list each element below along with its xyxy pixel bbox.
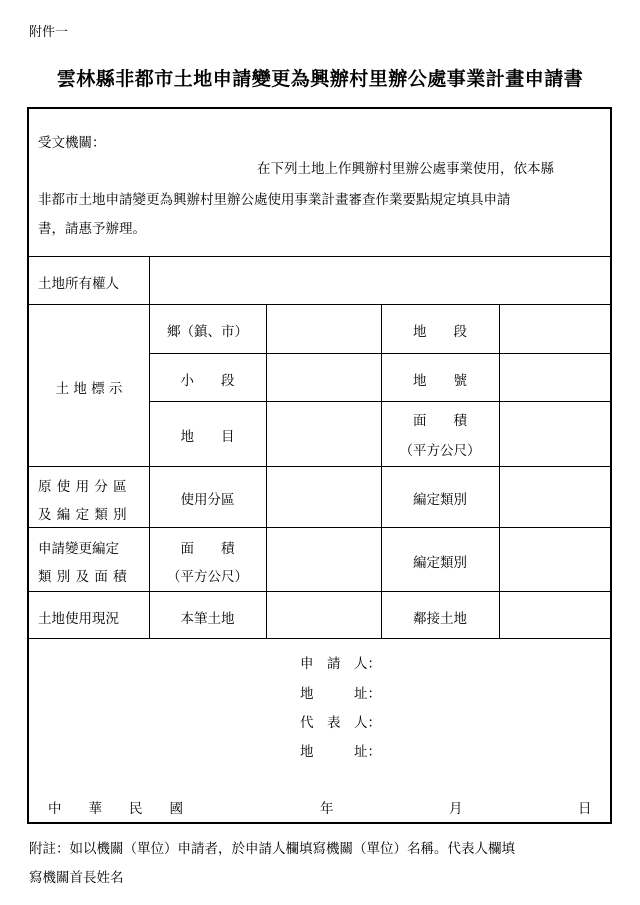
change-label-1: 申請變更編定: [38, 541, 119, 557]
land-category-label: 地 目: [180, 429, 235, 445]
section-label: 地 段: [413, 324, 467, 340]
rule: [149, 401, 610, 402]
footnote-line-1: 附註：如以機關（單位）申請者，於申請人欄填寫機關（單位）名稱。代表人欄填: [29, 841, 515, 857]
rule: [29, 638, 610, 639]
page-title: 雲林縣非都市土地申請變更為興辦村里辦公處事業計畫申請書: [56, 68, 584, 90]
applicant-label: 申 請 人：: [300, 656, 381, 672]
representative-address-label: 地 址：: [300, 744, 381, 760]
zoning-field[interactable]: [270, 470, 377, 523]
date-day-label: 日: [578, 801, 592, 817]
zoning-label: 使用分區: [180, 492, 235, 508]
rule: [381, 304, 382, 638]
area-field[interactable]: [503, 405, 607, 462]
current-use-label: 土地使用現況: [38, 611, 119, 627]
township-field[interactable]: [270, 308, 377, 349]
intro-line-2: 非都市土地申請變更為興辦村里辦公處使用事業計畫審查作業要點規定填具申請: [38, 192, 511, 208]
owner-label: 土地所有權人: [38, 276, 119, 292]
change-classification-field[interactable]: [503, 531, 607, 587]
change-area-unit-label: （平方公尺）: [167, 569, 248, 585]
date-month-label: 月: [449, 801, 463, 817]
area-unit-label: （平方公尺）: [399, 443, 481, 459]
area-label: 面 積: [413, 413, 467, 429]
attachment-label: 附件一: [29, 25, 69, 40]
classification-label: 編定類別: [413, 492, 467, 508]
section-field[interactable]: [503, 308, 607, 349]
change-area-label: 面 積: [180, 541, 235, 557]
intro-line-1: 在下列土地上作興辦村里辦公處事業使用，依本縣: [257, 161, 554, 177]
adjacent-land-field[interactable]: [503, 595, 607, 634]
rule: [29, 304, 610, 305]
original-zoning-label-1: 原 使 用 分 區: [38, 479, 128, 495]
rule: [29, 591, 610, 592]
original-zoning-label-2: 及 編 定 類 別: [38, 507, 128, 523]
representative-label: 代 表 人：: [300, 715, 381, 731]
township-label: 鄉（鎮、市）: [167, 324, 248, 340]
this-parcel-label: 本筆土地: [180, 611, 235, 627]
rule: [29, 527, 610, 528]
lot-number-label: 地 號: [413, 373, 467, 389]
change-label-2: 類 別 及 面 積: [38, 569, 128, 585]
rule: [149, 353, 610, 354]
date-year-label: 年: [320, 801, 334, 817]
subsection-label: 小 段: [180, 373, 235, 389]
adjacent-land-label: 鄰接土地: [413, 611, 467, 627]
rule: [266, 304, 267, 638]
change-classification-label: 編定類別: [413, 555, 467, 571]
address-label: 地 址：: [300, 686, 381, 702]
date-roc-label: 中 華 民 國: [48, 801, 183, 817]
intro-line-3: 書，請惠予辦理。: [38, 221, 146, 237]
lot-number-field[interactable]: [503, 357, 607, 397]
rule: [29, 256, 610, 257]
classification-field[interactable]: [503, 470, 607, 523]
change-area-field[interactable]: [270, 531, 377, 587]
land-marking-label: 土 地 標 示: [55, 381, 123, 397]
application-form: [27, 107, 612, 824]
recipient-label: 受文機關：: [38, 135, 106, 151]
land-category-field[interactable]: [270, 405, 377, 462]
owner-field[interactable]: [153, 260, 607, 300]
rule: [29, 466, 610, 467]
rule: [499, 304, 500, 638]
subsection-field[interactable]: [270, 357, 377, 397]
this-parcel-field[interactable]: [270, 595, 377, 634]
footnote-line-2: 寫機關首長姓名: [29, 870, 124, 886]
